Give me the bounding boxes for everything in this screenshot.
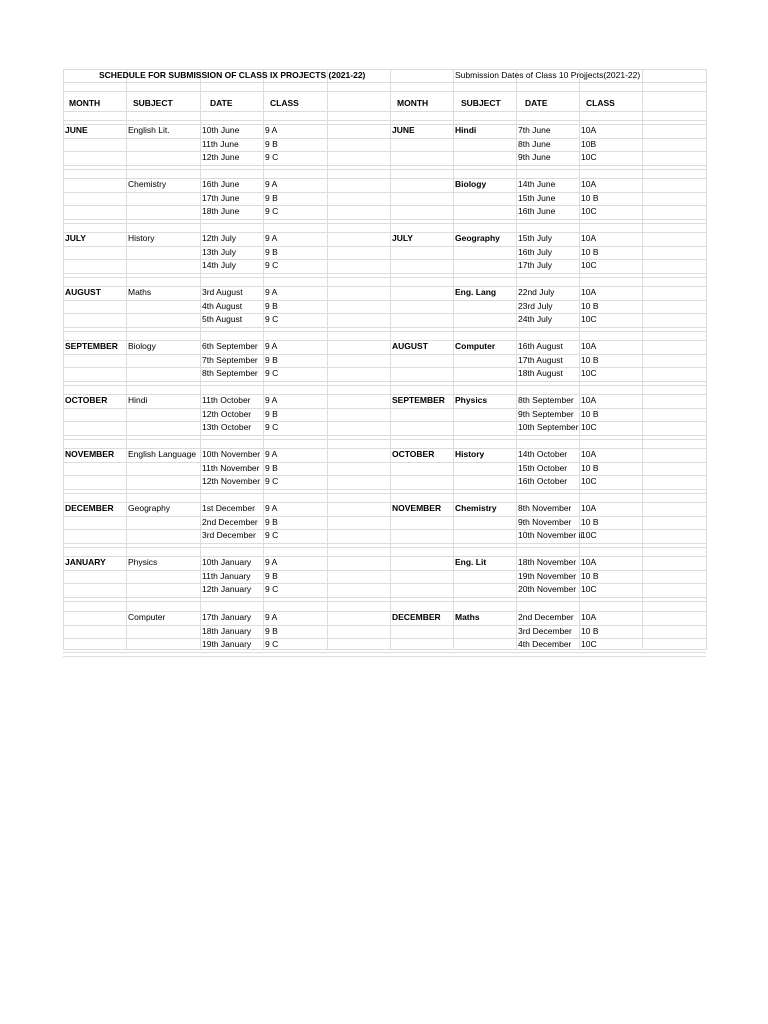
spreadsheet-page	[63, 69, 706, 650]
grid-row-line	[63, 649, 706, 650]
right-header-month: MONTH	[397, 98, 429, 108]
left-date-cell: 11th November	[202, 463, 260, 473]
left-class-cell: 9 A	[265, 395, 278, 405]
right-month-cell: NOVEMBER	[392, 503, 442, 513]
grid-row-line	[63, 327, 706, 328]
right-month-cell: JUNE	[392, 125, 415, 135]
right-date-cell: 8th September	[518, 395, 574, 405]
right-class-cell: 10 B	[581, 626, 599, 636]
left-class-cell: 9 B	[265, 626, 278, 636]
left-subject-cell: History	[128, 233, 155, 243]
left-class-cell: 9 C	[265, 476, 279, 486]
grid-row-line	[63, 354, 706, 355]
right-class-cell: 10A	[581, 612, 597, 622]
right-date-cell: 17th July	[518, 260, 553, 270]
left-class-cell: 9 A	[265, 449, 278, 459]
right-subject-cell: Maths	[455, 612, 480, 622]
right-class-cell: 10C	[581, 584, 597, 594]
left-class-cell: 9 A	[265, 287, 278, 297]
left-date-cell: 12th January	[202, 584, 252, 594]
left-date-cell: 12th June	[202, 152, 240, 162]
right-date-cell: 9th June	[518, 152, 551, 162]
left-class-cell: 9 B	[265, 571, 278, 581]
grid-row-line	[63, 273, 706, 274]
grid-row-line	[63, 120, 706, 121]
left-date-cell: 16th June	[202, 179, 240, 189]
left-header-subject: SUBJECT	[133, 98, 173, 108]
left-subject-cell: Physics	[128, 557, 158, 567]
right-subject-cell: Geography	[455, 233, 500, 243]
left-class-cell: 9 B	[265, 139, 278, 149]
right-date-cell: 15th June	[518, 193, 556, 203]
left-month-cell: OCTOBER	[65, 395, 108, 405]
left-class-cell: 9 C	[265, 530, 279, 540]
grid-row-line	[63, 138, 706, 139]
grid-column-line	[706, 69, 707, 650]
right-month-cell: AUGUST	[392, 341, 428, 351]
grid-row-line	[63, 385, 706, 386]
right-subject-cell: History	[455, 449, 485, 459]
right-date-cell: 24th July	[518, 314, 553, 324]
right-date-cell: 2nd December	[518, 612, 574, 622]
left-date-cell: 18th June	[202, 206, 240, 216]
left-class-cell: 9 C	[265, 206, 279, 216]
left-date-cell: 10th November	[202, 449, 261, 459]
left-class-cell: 9 A	[265, 557, 278, 567]
left-date-cell: 10th January	[202, 557, 252, 567]
left-date-cell: 13th July	[202, 247, 237, 257]
grid-row-line	[63, 625, 706, 626]
right-class-cell: 10 B	[581, 517, 599, 527]
grid-row-line	[63, 165, 706, 166]
right-class-cell: 10 B	[581, 247, 599, 257]
right-date-cell: 18th November	[518, 557, 577, 567]
right-class-cell: 10A	[581, 557, 597, 567]
grid-row-line	[63, 277, 706, 278]
left-date-cell: 13th October	[202, 422, 252, 432]
left-subject-cell: English Lit.	[128, 125, 170, 135]
left-month-cell: DECEMBER	[65, 503, 114, 513]
left-date-cell: 12th November	[202, 476, 261, 486]
left-date-cell: 3rd December	[202, 530, 256, 540]
grid-row-line	[63, 313, 706, 314]
right-month-cell: SEPTEMBER	[392, 395, 445, 405]
left-date-cell: 6th September	[202, 341, 258, 351]
left-subject-cell: Biology	[128, 341, 156, 351]
grid-row-line	[63, 151, 706, 152]
right-class-cell: 10B	[581, 139, 597, 149]
right-date-cell: 8th November	[518, 503, 572, 513]
right-month-cell: OCTOBER	[392, 449, 435, 459]
right-date-cell: 14th June	[518, 179, 556, 189]
right-subject-cell: Eng. Lang	[455, 287, 497, 297]
left-date-cell: 19th January	[202, 639, 252, 649]
right-class-cell: 10 B	[581, 193, 599, 203]
left-date-cell: 4th August	[202, 301, 243, 311]
grid-row-line	[63, 223, 706, 224]
right-date-cell: 4th December	[518, 639, 572, 649]
grid-row-line	[63, 421, 706, 422]
left-date-cell: 17th January	[202, 612, 252, 622]
left-title: SCHEDULE FOR SUBMISSION OF CLASS IX PROJECTS (2021-22)	[99, 70, 366, 80]
right-date-cell: 18th August	[518, 368, 563, 378]
right-date-cell: 9th September	[518, 409, 574, 419]
grid-column-line	[642, 69, 643, 650]
grid-row-line	[63, 638, 706, 639]
grid-row-line	[63, 169, 706, 170]
left-header-class: CLASS	[270, 98, 299, 108]
left-class-cell: 9 A	[265, 179, 278, 189]
right-class-cell: 10C	[581, 639, 597, 649]
right-date-cell: 23rd July	[518, 301, 553, 311]
grid-column-line	[390, 69, 391, 650]
left-header-month: MONTH	[69, 98, 101, 108]
right-class-cell: 10C	[581, 314, 597, 324]
right-class-cell: 10A	[581, 125, 597, 135]
left-date-cell: 11th June	[202, 139, 239, 149]
grid-row-line	[63, 331, 706, 332]
right-class-cell: 10C	[581, 206, 597, 216]
right-date-cell: 14th October	[518, 449, 568, 459]
left-date-cell: 1st December	[202, 503, 255, 513]
right-subject-cell: Biology	[455, 179, 487, 189]
right-header-class: CLASS	[586, 98, 615, 108]
right-class-cell: 10C	[581, 476, 597, 486]
grid-row-line	[63, 259, 706, 260]
left-date-cell: 12th October	[202, 409, 252, 419]
right-date-cell: 7th June	[518, 125, 551, 135]
left-class-cell: 9 C	[265, 422, 279, 432]
right-date-cell: 20th November	[518, 584, 577, 594]
grid-row-line	[63, 583, 706, 584]
left-subject-cell: Hindi	[128, 395, 148, 405]
left-month-cell: JANUARY	[65, 557, 106, 567]
grid-row-line	[63, 205, 706, 206]
right-date-cell: 3rd December	[518, 626, 572, 636]
right-class-cell: 10A	[581, 179, 597, 189]
right-month-cell: DECEMBER	[392, 612, 441, 622]
grid-row-line	[63, 111, 706, 112]
right-class-cell: 10C	[581, 152, 597, 162]
right-class-cell: 10C	[581, 422, 597, 432]
left-month-cell: JUNE	[65, 125, 88, 135]
right-date-cell: 15th July	[518, 233, 553, 243]
right-class-cell: 10A	[581, 233, 597, 243]
left-date-cell: 10th June	[202, 125, 240, 135]
left-subject-cell: English Language	[128, 449, 197, 459]
right-class-cell: 10 B	[581, 409, 599, 419]
left-date-cell: 5th August	[202, 314, 243, 324]
right-date-cell: 15th October	[518, 463, 568, 473]
grid-row-line	[63, 475, 706, 476]
right-date-cell: 16th August	[518, 341, 563, 351]
left-date-cell: 14th July	[202, 260, 237, 270]
grid-row-line	[63, 489, 706, 490]
left-date-cell: 17th June	[202, 193, 240, 203]
right-title: Submission Dates of Class 10 Projjects(2021-22)	[455, 70, 641, 80]
grid-row-line	[63, 601, 706, 602]
left-class-cell: 9 B	[265, 193, 278, 203]
left-class-cell: 9 A	[265, 503, 278, 513]
right-class-cell: 10 B	[581, 355, 599, 365]
right-date-cell: 19th November	[518, 571, 577, 581]
left-date-cell: 2nd December	[202, 517, 258, 527]
left-month-cell: AUGUST	[65, 287, 101, 297]
right-date-cell: 17th August	[518, 355, 563, 365]
grid-row-line	[63, 556, 706, 557]
left-month-cell: JULY	[65, 233, 86, 243]
grid-row-line	[63, 246, 706, 247]
right-subject-cell: Eng. Lit	[455, 557, 487, 567]
left-class-cell: 9 B	[265, 517, 278, 527]
grid-row-line	[63, 493, 706, 494]
right-date-cell: 16th July	[518, 247, 553, 257]
right-subject-cell: Computer	[455, 341, 496, 351]
left-header-date: DATE	[210, 98, 233, 108]
left-class-cell: 9 C	[265, 260, 279, 270]
left-date-cell: 12th July	[202, 233, 237, 243]
left-subject-cell: Geography	[128, 503, 171, 513]
right-date-cell: 16th October	[518, 476, 568, 486]
right-subject-cell: Physics	[455, 395, 488, 405]
grid-row-line	[63, 340, 706, 341]
left-class-cell: 9 C	[265, 368, 279, 378]
grid-row-line	[63, 652, 706, 653]
left-class-cell: 9 C	[265, 152, 279, 162]
right-class-cell: 10 B	[581, 301, 599, 311]
right-class-cell: 10A	[581, 395, 597, 405]
grid-row-line	[63, 381, 706, 382]
left-date-cell: 3rd August	[202, 287, 243, 297]
right-date-cell: 10th November ii	[518, 530, 583, 540]
right-date-cell: 9th November	[518, 517, 572, 527]
left-subject-cell: Chemistry	[128, 179, 167, 189]
right-subject-cell: Chemistry	[455, 503, 497, 513]
right-header-subject: SUBJECT	[461, 98, 501, 108]
right-date-cell: 22nd July	[518, 287, 555, 297]
grid-row-line	[63, 462, 706, 463]
right-class-cell: 10A	[581, 503, 597, 513]
right-month-cell: JULY	[392, 233, 413, 243]
left-month-cell: NOVEMBER	[65, 449, 115, 459]
right-header-date: DATE	[525, 98, 548, 108]
left-month-cell: SEPTEMBER	[65, 341, 118, 351]
left-class-cell: 9 A	[265, 233, 278, 243]
grid-row-line	[63, 543, 706, 544]
left-class-cell: 9 B	[265, 463, 278, 473]
right-class-cell: 10 B	[581, 463, 599, 473]
grid-row-line	[63, 439, 706, 440]
left-class-cell: 9 A	[265, 341, 278, 351]
left-class-cell: 9 B	[265, 301, 278, 311]
right-date-cell: 10th September	[518, 422, 579, 432]
grid-row-line	[63, 529, 706, 530]
grid-row-line	[63, 408, 706, 409]
grid-row-line	[63, 547, 706, 548]
grid-row-line	[63, 435, 706, 436]
grid-row-line	[63, 394, 706, 395]
grid-row-line	[63, 597, 706, 598]
right-date-cell: 16th June	[518, 206, 556, 216]
grid-row-line	[63, 232, 706, 233]
left-class-cell: 9 A	[265, 125, 278, 135]
grid-row-line	[63, 192, 706, 193]
right-date-cell: 8th June	[518, 139, 551, 149]
grid-row-line	[63, 656, 706, 657]
grid-row-line	[63, 82, 706, 83]
right-class-cell: 10C	[581, 368, 597, 378]
grid-row-line	[63, 300, 706, 301]
left-class-cell: 9 B	[265, 355, 278, 365]
grid-row-line	[63, 516, 706, 517]
left-date-cell: 11th January	[202, 571, 251, 581]
grid-row-line	[63, 219, 706, 220]
left-subject-cell: Computer	[128, 612, 166, 622]
right-class-cell: 10C	[581, 530, 597, 540]
grid-row-line	[63, 570, 706, 571]
right-class-cell: 10A	[581, 341, 597, 351]
right-class-cell: 10C	[581, 260, 597, 270]
right-class-cell: 10A	[581, 449, 597, 459]
left-class-cell: 9 C	[265, 584, 279, 594]
left-class-cell: 9 B	[265, 409, 278, 419]
grid-row-line	[63, 91, 706, 92]
left-date-cell: 11th October	[202, 395, 251, 405]
left-subject-cell: Maths	[128, 287, 152, 297]
grid-row-line	[63, 367, 706, 368]
right-class-cell: 10A	[581, 287, 597, 297]
left-date-cell: 7th September	[202, 355, 258, 365]
left-class-cell: 9 C	[265, 314, 279, 324]
left-class-cell: 9 B	[265, 247, 278, 257]
left-class-cell: 9 A	[265, 612, 278, 622]
grid-column-line	[327, 69, 328, 650]
left-class-cell: 9 C	[265, 639, 279, 649]
left-date-cell: 8th September	[202, 368, 258, 378]
right-subject-cell: Hindi	[455, 125, 477, 135]
left-date-cell: 18th January	[202, 626, 252, 636]
right-class-cell: 10 B	[581, 571, 599, 581]
grid-row-line	[63, 286, 706, 287]
